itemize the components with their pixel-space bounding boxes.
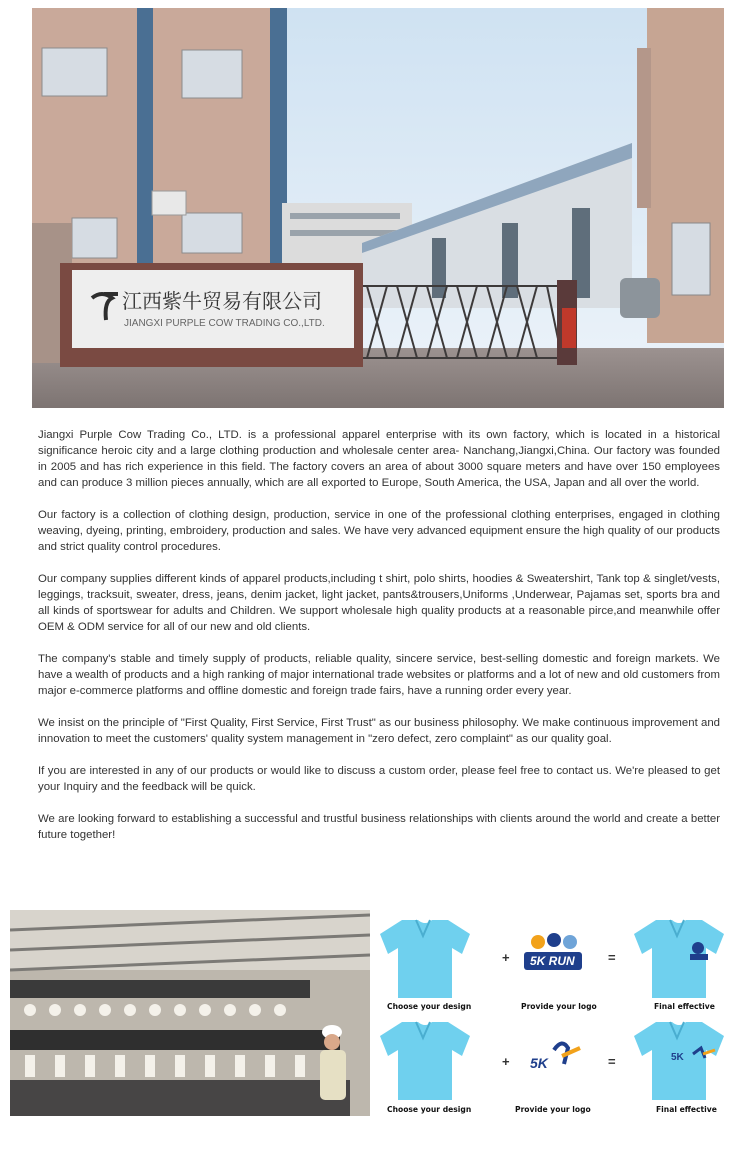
plus-operator: +	[502, 950, 510, 965]
factory-photo	[32, 8, 724, 408]
paragraph-markets: The company's stable and timely supply of products, reliable quality, sincere service, best-selling domestic and foreign markets. We have a wealth of products and a high ranking of major international trade websites or platforms and a lot of new and old customers from major e-commerce platforms and offline domestic and foreign trade fairs, have a running order every year.	[38, 653, 720, 697]
label-provide-logo: Provide your logo	[521, 1002, 597, 1011]
paragraph-products: Our company supplies different kinds of apparel products,including t shirt, polo shirts, hoodies & Sweatershirt, Tank top & singlet/vests, leggings, tracksuit, sweater, dress, jeans, denim jacket, light jacket, pants&trousers,Uniforms ,Underwear, Pajamas set, sports bra and all kinds of sportswear for adults and Children. We support wholesale high quality products at a reasonable pirce,and meanwhile offer OEM & ODM service for all of our new and old clients.	[38, 573, 720, 633]
custom-design-steps	[378, 910, 742, 1120]
equals-operator: =	[608, 950, 616, 965]
label-choose-design: Choose your design	[387, 1105, 472, 1114]
paragraph-contact: If you are interested in any of our products or would like to discuss a custom order, please feel free to contact us. We're pleased to get your Inquiry and the feedback will be quick.	[38, 765, 720, 793]
label-provide-logo: Provide your logo	[515, 1105, 591, 1114]
logo-text-5k-run: 5K RUN	[530, 954, 575, 968]
label-final-effective: Final effective	[656, 1105, 717, 1114]
label-choose-design: Choose your design	[387, 1002, 472, 1011]
equals-operator: =	[608, 1054, 616, 1069]
sign-chinese: 江西紫牛贸易有限公司	[122, 289, 322, 313]
logo-text-5k: 5K	[530, 1055, 548, 1071]
sign-english: JIANGXI PURPLE COW TRADING CO.,LTD.	[124, 318, 325, 329]
plus-operator: +	[502, 1054, 510, 1069]
paragraph-closing: We are looking forward to establishing a successful and trustful business relationships with clients around the world and create a better future together!	[38, 813, 720, 841]
5k-logo	[554, 1043, 580, 1064]
paragraph-philosophy: We insist on the principle of "First Quality, First Service, First Trust" as our business philosophy. We make continuous improvement and innovation to meet the customers' quality system management in "zero defect, zero complaint" as our quality goal.	[38, 717, 720, 745]
spinning-mill-photo	[10, 910, 370, 1116]
company-description	[38, 427, 720, 859]
paragraph-capabilities: Our factory is a collection of clothing design, production, service in one of the professional clothing enterprises, engaged in clothing weaving, dyeing, printing, embroidery, production and sales. We have very advanced equipment ensure the high quality of our products and strict quality control procedures.	[38, 509, 720, 553]
label-final-effective: Final effective	[654, 1002, 715, 1011]
shirt-logo-text: 5K	[671, 1052, 684, 1063]
paragraph-intro: Jiangxi Purple Cow Trading Co., LTD. is a professional apparel enterprise with its own factory, which is located in a historical significance heroic city and a large clothing production and wholesale center area- Nanchang,Jiangxi,China. Our factory was founded in 2005 and has rich experience in this field. The factory covers an area of about 3000 square meters and have over 150 employees and can produce 3 million pieces annually, which are all exported to Europe, South America, the USA, Japan and all over the world.	[38, 429, 720, 489]
